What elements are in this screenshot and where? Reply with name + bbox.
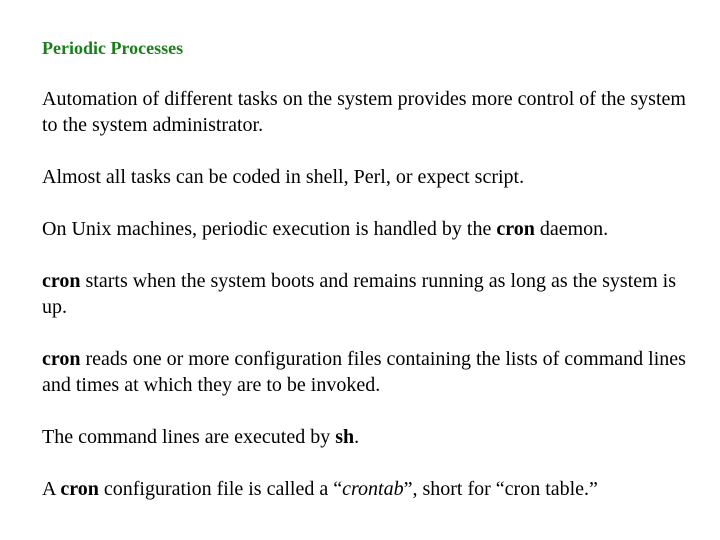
text-segment: configuration file is called a “: [98, 478, 343, 500]
keyword-cron: cron: [496, 218, 535, 240]
paragraph-crontab: [42, 476, 702, 502]
text-segment: On Unix machines, periodic execution is handled by the: [42, 218, 497, 240]
text-segment: starts when the system boots and remains running as long as the system is up.: [42, 270, 676, 318]
paragraph-cron-reads: [42, 346, 702, 398]
keyword-sh: sh: [335, 426, 355, 448]
text-segment: A: [42, 478, 61, 500]
text-segment: .: [354, 426, 360, 448]
text-segment: The command lines are executed by: [42, 426, 336, 448]
paragraph-cron-starts: [42, 268, 702, 320]
keyword-cron: cron: [42, 348, 81, 370]
slide-title: Periodic Processes: [42, 38, 184, 58]
paragraph-scripting: Almost all tasks can be coded in shell, Perl, or expect script.: [42, 166, 525, 188]
term-crontab: crontab: [342, 478, 404, 500]
text-segment: ”, short for “cron table.”: [403, 478, 598, 500]
slide-content: [42, 36, 702, 528]
paragraph-cron-daemon: [42, 216, 702, 242]
keyword-cron: cron: [42, 270, 81, 292]
text-segment: daemon.: [534, 218, 609, 240]
paragraph-sh: [42, 424, 702, 450]
paragraph-automation: Automation of different tasks on the system provides more control of the system to the system administrator.: [42, 88, 686, 136]
keyword-cron: cron: [60, 478, 99, 500]
text-segment: reads one or more configuration files containing the lists of command lines and times at which they are to be invoked.: [42, 348, 686, 396]
